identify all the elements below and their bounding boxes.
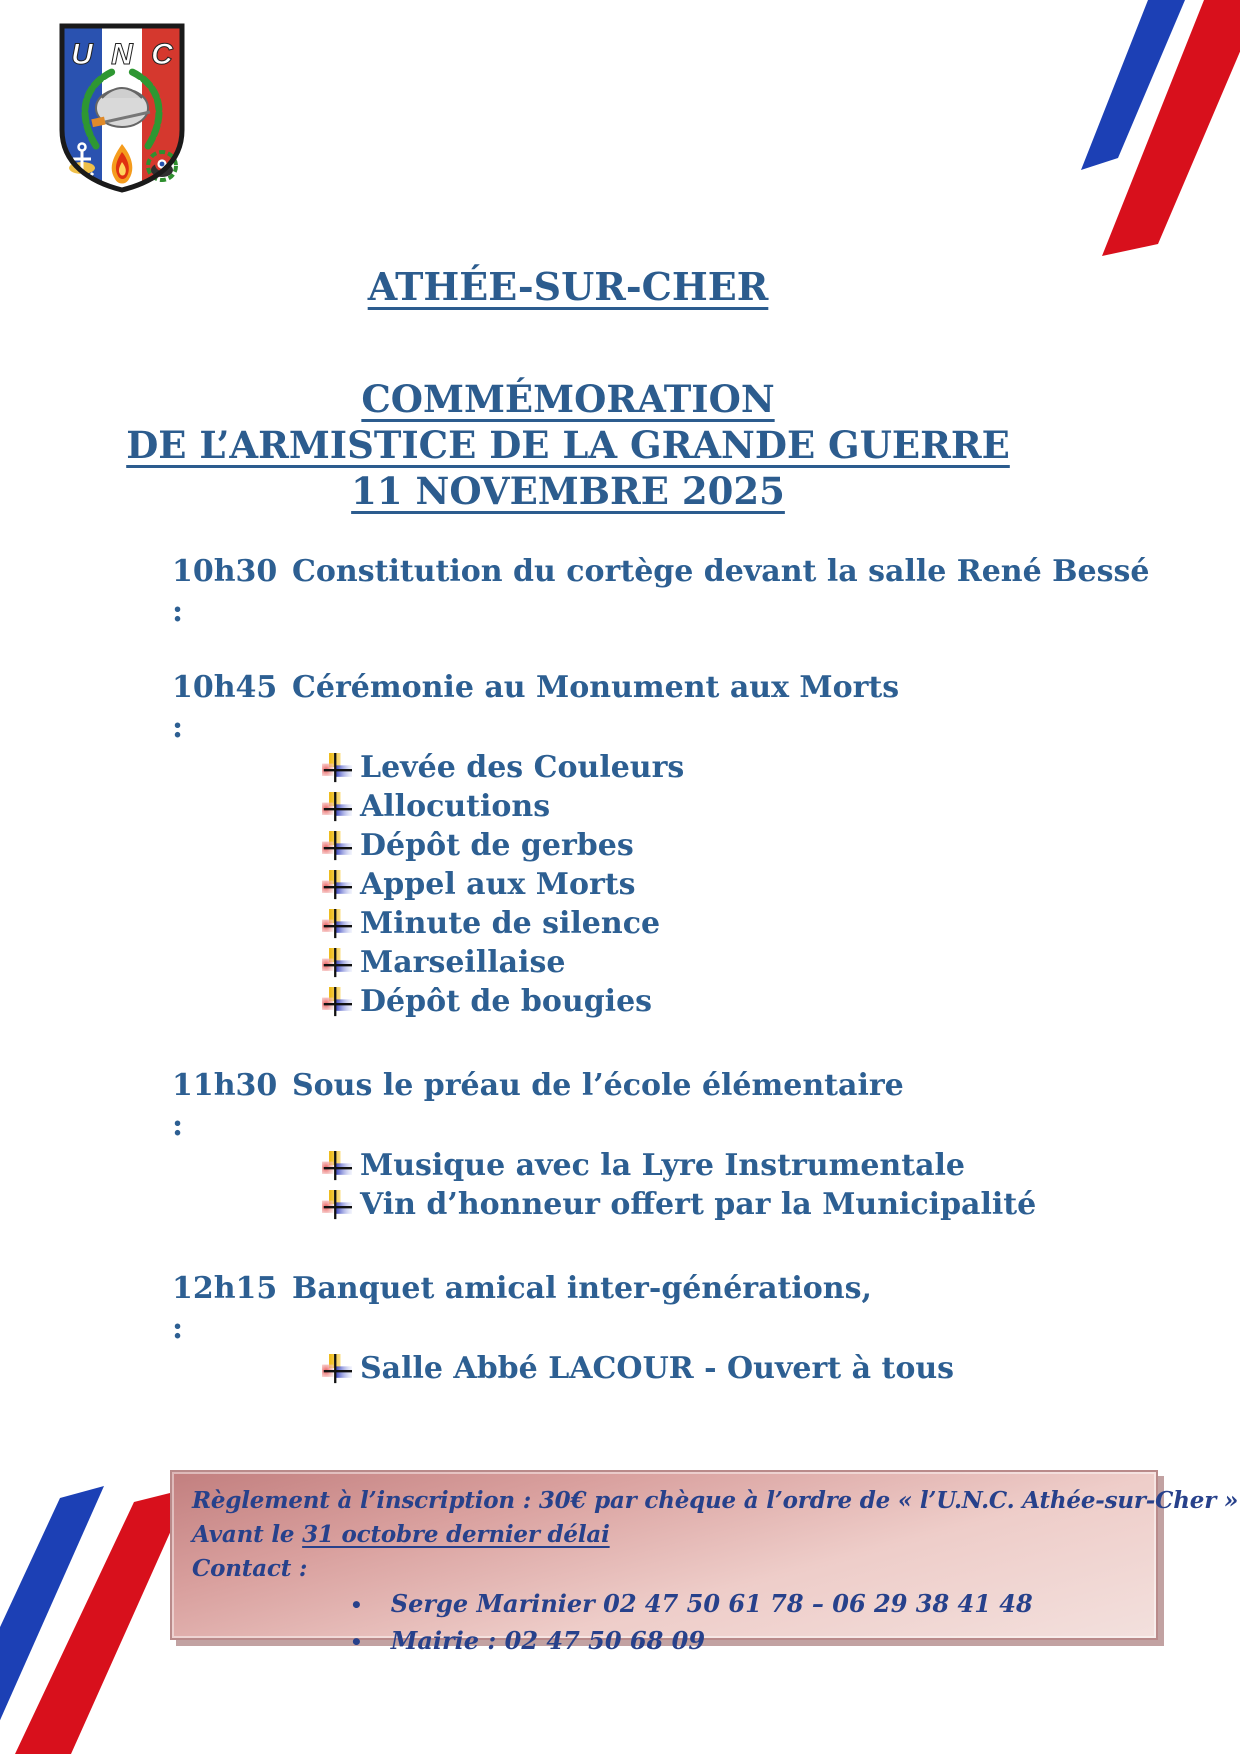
sub-item-label: Salle Abbé LACOUR - Ouvert à tous xyxy=(360,1351,955,1386)
sub-item-label: Musique avec la Lyre Instrumentale xyxy=(360,1148,965,1183)
cross-bullet-icon xyxy=(322,1189,352,1221)
schedule xyxy=(172,552,1192,1388)
event-description: Constitution du cortège devant la salle René Bessé xyxy=(292,554,1150,589)
event-title-line-2: DE L’ARMISTICE DE LA GRANDE GUERRE xyxy=(126,423,1010,467)
schedule-sub-item xyxy=(172,1146,1192,1185)
schedule-row xyxy=(172,1066,1192,1146)
cross-bullet-icon xyxy=(322,869,352,901)
cross-bullet-icon xyxy=(322,830,352,862)
schedule-sub-item xyxy=(172,982,1192,1021)
sub-item-label: Dépôt de gerbes xyxy=(360,828,634,863)
cross-bullet-icon xyxy=(322,947,352,979)
schedule-row xyxy=(172,552,1192,632)
sub-item-label: Dépôt de bougies xyxy=(360,984,653,1019)
event-description: Sous le préau de l’école élémentaire xyxy=(292,1068,904,1103)
schedule-sub-item xyxy=(172,787,1192,826)
unc-crest-logo xyxy=(52,18,192,198)
schedule-sub-item xyxy=(172,943,1192,982)
time-label: 11h30 : xyxy=(172,1068,278,1143)
schedule-sub-item xyxy=(172,748,1192,787)
contact-item xyxy=(192,1586,1138,1623)
event-title xyxy=(0,376,1136,514)
deadline-prefix: Avant le xyxy=(192,1521,303,1548)
deadline-line xyxy=(192,1518,1138,1552)
event-title-line-3: 11 NOVEMBRE 2025 xyxy=(351,469,785,513)
sub-item-label: Levée des Couleurs xyxy=(360,750,685,785)
sub-item-label: Appel aux Morts xyxy=(360,867,636,902)
logo-letter-n: N xyxy=(111,38,133,71)
deadline-date: 31 octobre dernier délai xyxy=(302,1521,610,1548)
bullet-dot-icon: • xyxy=(350,1593,363,1617)
contact-text: Mairie : 02 47 50 68 09 xyxy=(390,1626,706,1655)
contact-label: Contact : xyxy=(192,1555,308,1582)
schedule-sub-item xyxy=(172,865,1192,904)
cross-bullet-icon xyxy=(322,791,352,823)
logo-letter-u: U xyxy=(71,38,93,71)
schedule-sub-item xyxy=(172,1349,1192,1388)
sub-item-label: Allocutions xyxy=(360,789,551,824)
sub-item-label: Marseillaise xyxy=(360,945,566,980)
contact-item xyxy=(192,1623,1138,1660)
cross-bullet-icon xyxy=(322,752,352,784)
event-description: Banquet amical inter-générations, xyxy=(292,1271,872,1306)
cross-bullet-icon xyxy=(322,908,352,940)
event-description: Cérémonie au Monument aux Morts xyxy=(292,670,900,705)
tricolor-stripes-top-right-icon xyxy=(980,0,1240,260)
bullet-dot-icon: • xyxy=(350,1630,363,1654)
schedule-sub-item xyxy=(172,904,1192,943)
page-title: ATHÉE-SUR-CHER xyxy=(367,264,769,309)
cross-bullet-icon xyxy=(322,1150,352,1182)
time-label: 10h30 : xyxy=(172,554,278,629)
registration-box xyxy=(170,1470,1239,1655)
sub-item-label: Vin d’honneur offert par la Municipalité xyxy=(360,1187,1037,1222)
contact-text: Serge Marinier 02 47 50 61 78 – 06 29 38 41 48 xyxy=(390,1589,1033,1618)
payment-line: Règlement à l’inscription : 30€ par chèque à l’ordre de « l’U.N.C. Athée-sur-Cher » xyxy=(192,1487,1239,1514)
logo-letter-c: C xyxy=(151,38,173,71)
time-label: 12h15 : xyxy=(172,1271,278,1346)
schedule-row xyxy=(172,1269,1192,1349)
cross-bullet-icon xyxy=(322,986,352,1018)
sub-item-label: Minute de silence xyxy=(360,906,661,941)
cross-bullet-icon xyxy=(322,1353,352,1385)
time-label: 10h45 : xyxy=(172,670,278,745)
schedule-sub-item xyxy=(172,1185,1192,1224)
schedule-sub-item xyxy=(172,826,1192,865)
event-title-line-1: COMMÉMORATION xyxy=(361,377,775,421)
schedule-row xyxy=(172,668,1192,748)
